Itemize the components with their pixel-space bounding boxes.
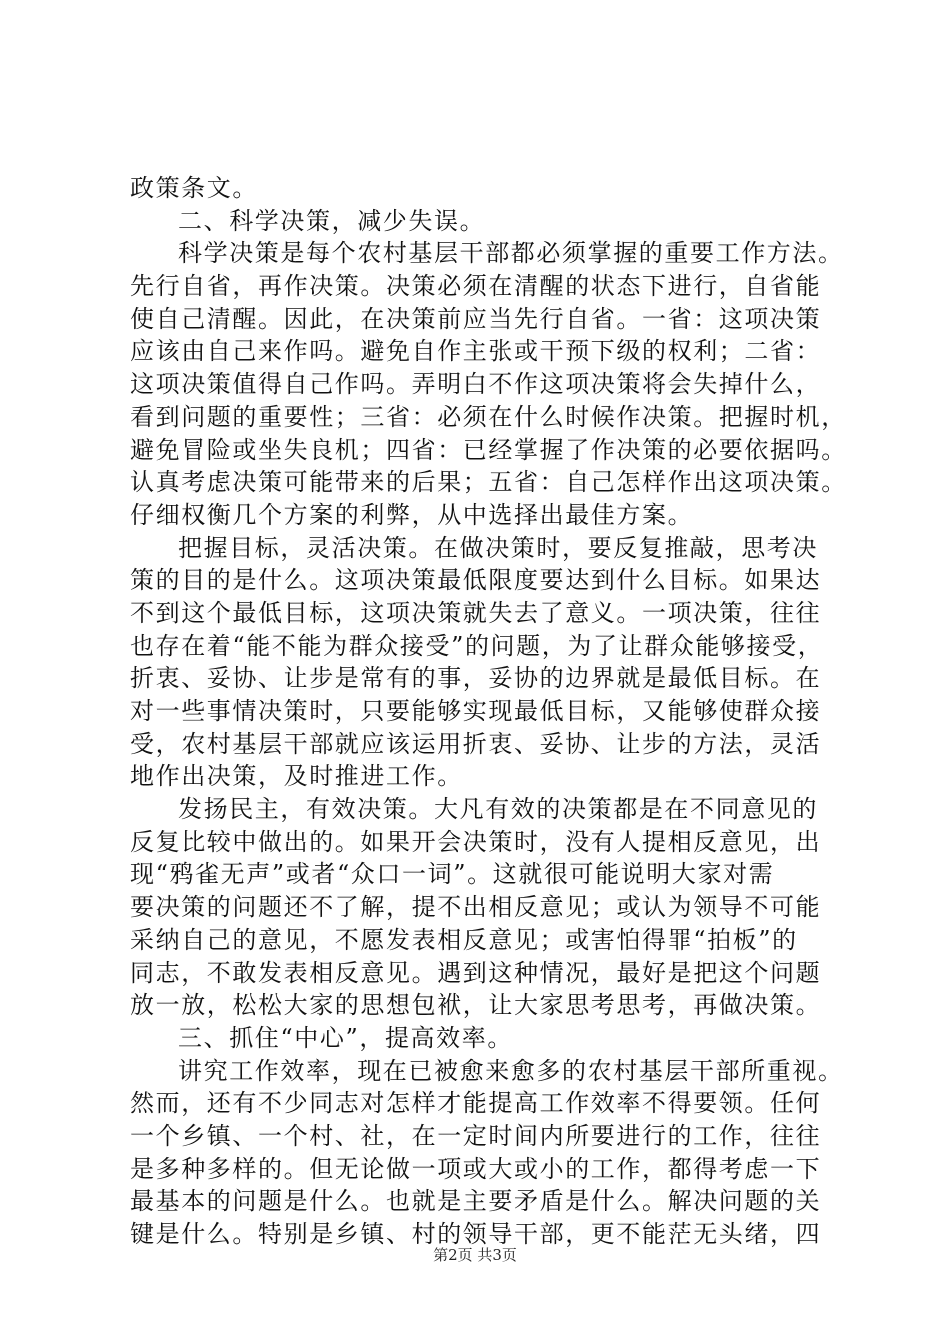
text-line: 一个乡镇、一个村、社，在一定时间内所要进行的工作，往往 xyxy=(130,1121,822,1150)
text-line: 这项决策值得自己作吗。弄明白不作这项决策将会失掉什么， xyxy=(130,370,822,399)
text-line: 键是什么。特别是乡镇、村的领导干部，更不能茫无头绪，四 xyxy=(130,1220,822,1248)
text-line: 放一放，松松大家的思想包袱，让大家思考思考，再做决策。 xyxy=(130,991,822,1020)
text-line: 避免冒险或坐失良机；四省：已经掌握了作决策的必要依据吗。 xyxy=(130,435,847,464)
text-line: 科学决策是每个农村基层干部都必须掌握的重要工作方法。 xyxy=(178,239,844,268)
text-line: 使自己清醒。因此，在决策前应当先行自省。一省：这项决策 xyxy=(130,304,822,333)
text-line: 把握目标，灵活决策。在做决策时，要反复推敲，思考决 xyxy=(178,533,818,562)
text-line: 发扬民主，有效决策。大凡有效的决策都是在不同意见的 xyxy=(178,795,818,824)
text-line: 要决策的问题还不了解，提不出相反意见；或认为领导不可能 xyxy=(130,893,822,922)
text-line: 也存在着“能不能为群众接受”的问题，为了让群众能够接受， xyxy=(130,631,824,660)
text-line: 同志，不敢发表相反意见。遇到这种情况，最好是把这个问题 xyxy=(130,958,822,987)
text-line: 先行自省，再作决策。决策必须在清醒的状态下进行，自省能 xyxy=(130,272,822,301)
document-body xyxy=(130,172,847,1251)
text-line: 然而，还有不少同志对怎样才能提高工作效率不得要领。任何 xyxy=(130,1089,822,1118)
text-line: 三、抓住“中心”，提高效率。 xyxy=(178,1023,513,1052)
text-line: 最基本的问题是什么。也就是主要矛盾是什么。解决问题的关 xyxy=(130,1187,822,1216)
page-footer: 第2页 共3页 xyxy=(433,1246,517,1264)
text-line: 对一些事情决策时，只要能够实现最低目标，又能够使群众接 xyxy=(130,697,822,725)
text-line: 讲究工作效率，现在已被愈来愈多的农村基层干部所重视。 xyxy=(178,1056,844,1085)
text-line: 地作出决策，及时推进工作。 xyxy=(130,762,463,791)
text-line: 受，农村基层干部就应该运用折衷、妥协、让步的方法，灵活 xyxy=(130,729,822,758)
text-line: 二、科学决策，减少失误。 xyxy=(178,206,486,235)
text-line: 折衷、妥协、让步是常有的事，妥协的边界就是最低目标。在 xyxy=(130,664,822,693)
text-line: 现“鸦雀无声”或者“众口一词”。这就很可能说明大家对需 xyxy=(130,860,775,889)
text-line: 是多种多样的。但无论做一项或大或小的工作，都得考虑一下 xyxy=(130,1154,822,1183)
text-line: 不到这个最低目标，这项决策就失去了意义。一项决策，往往 xyxy=(130,598,822,627)
text-line: 策的目的是什么。这项决策最低限度要达到什么目标。如果达 xyxy=(130,566,822,595)
text-line: 认真考虑决策可能带来的后果；五省：自己怎样作出这项决策。 xyxy=(130,468,847,497)
text-line: 应该由自己来作吗。避免自作主张或干预下级的权利；二省： xyxy=(130,337,822,366)
text-line: 反复比较中做出的。如果开会决策时，没有人提相反意见，出 xyxy=(130,827,822,856)
text-line: 政策条文。 xyxy=(130,174,258,202)
text-line: 看到问题的重要性；三省：必须在什么时候作决策。把握时机， xyxy=(130,402,847,431)
text-line: 仔细权衡几个方案的利弊，从中选择出最佳方案。 xyxy=(130,500,694,529)
text-line: 采纳自己的意见，不愿发表相反意见；或害怕得罪“拍板”的 xyxy=(130,925,798,954)
